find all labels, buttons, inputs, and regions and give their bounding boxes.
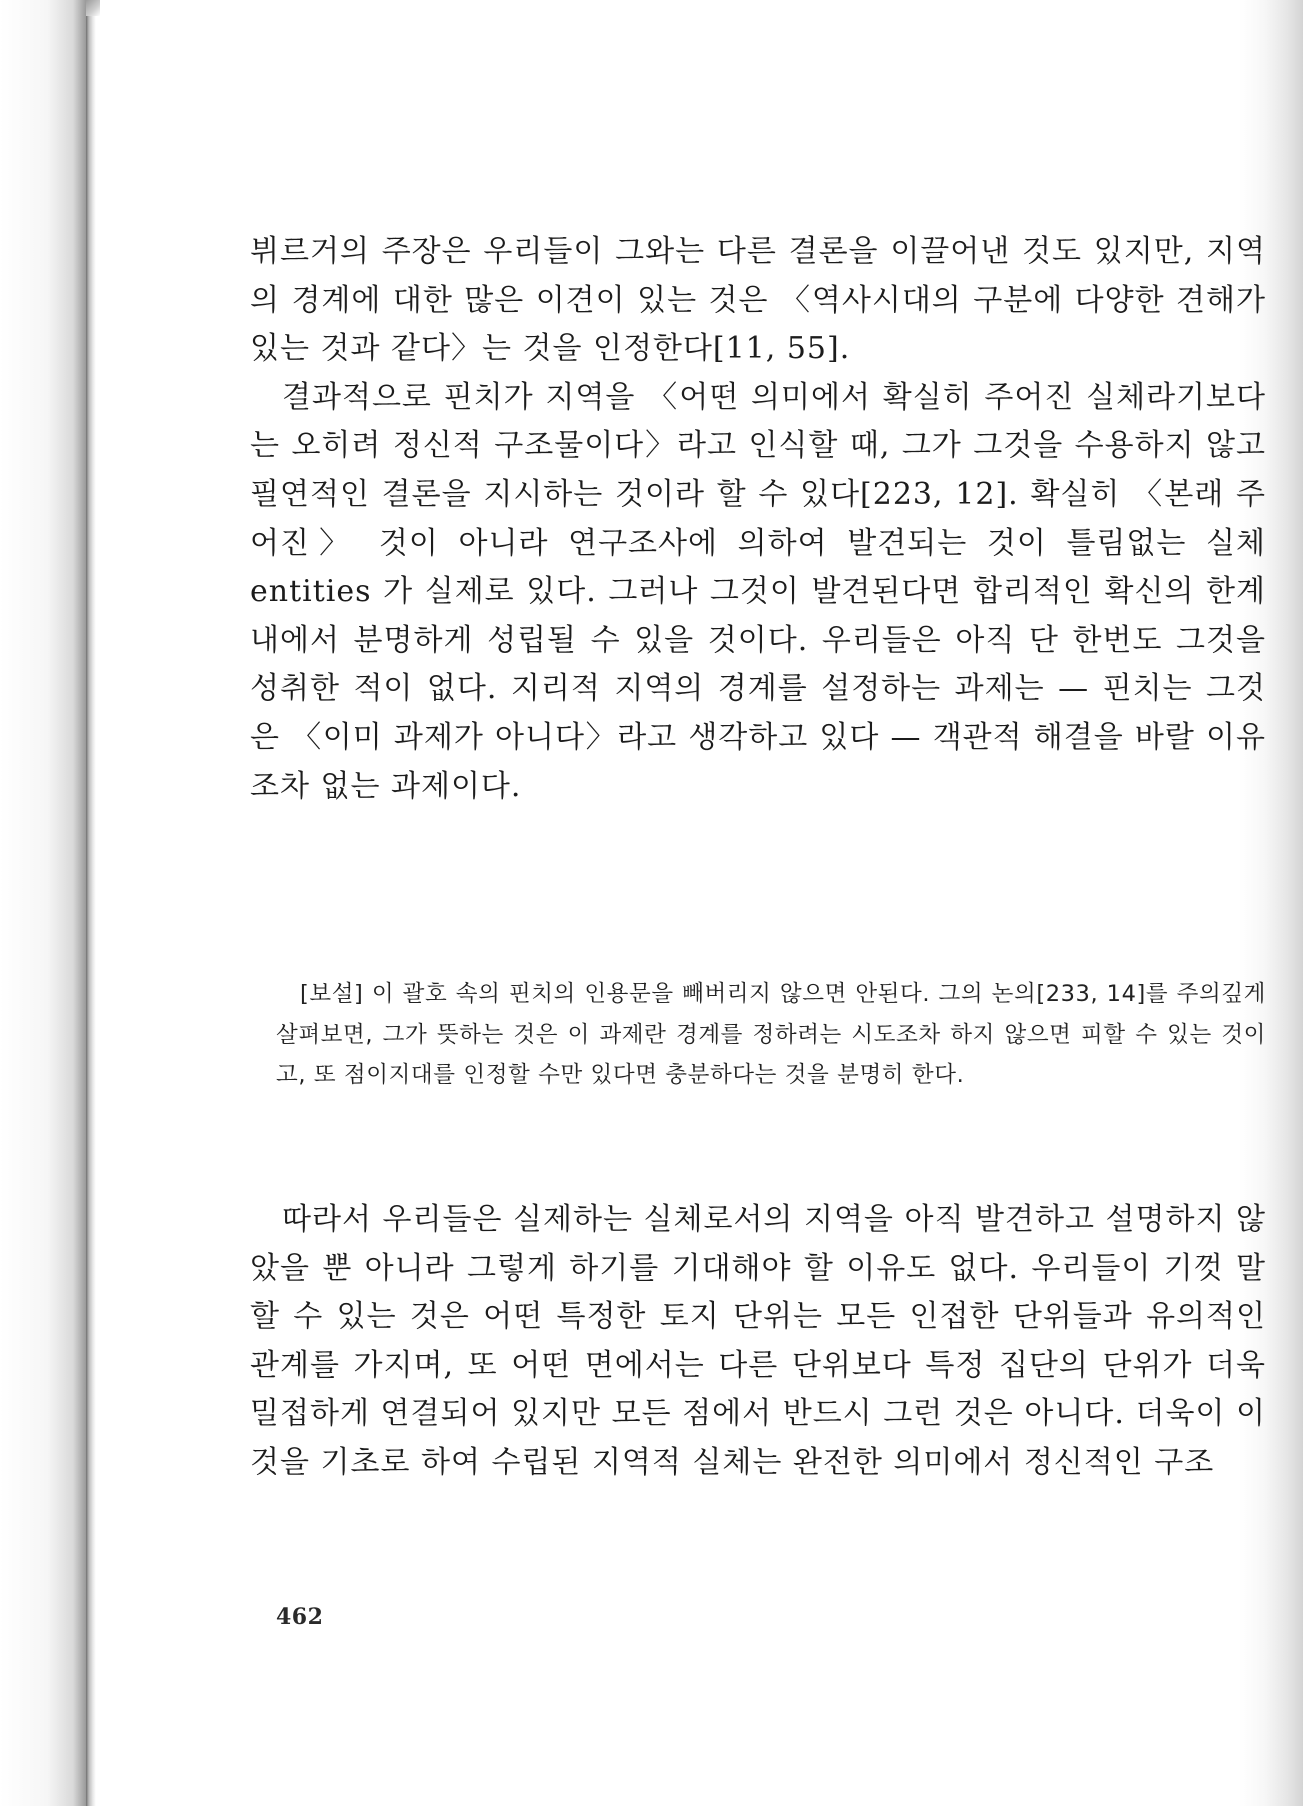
page-number: 462 [276,1604,324,1630]
paragraph-2: 결과적으로 핀치가 지역을 〈어떤 의미에서 확실히 주어진 실체라기보다는 오히려 정신적 구조물이다〉라고 인식할 때, 그가 그것을 수용하지 않고 필연적인 결론을 지시하는 것이라 할 수 있다[223, 12]. 확실히 〈본래 주어진〉 것이 아니라 연구조사에 의하여 발견되는 것이 틀림없는 실체 entities 가 실제로 있다. 그러나 그것이 발견된다면 합리적인 확신의 한계 내에서 분명하게 성립될 수 있을 것이다. 우리들은 아직 단 한번도 그것을 성취한 적이 없다. 지리적 지역의 경계를 설정하는 과제는 — 핀치는 그것은 〈이미 과제가 아니다〉라고 생각하고 있다 — 객관적 해결을 바랄 이유조차 없는 과제이다. [250,379,1266,804]
page-left-edge [86,0,96,1806]
book-spine-shadow [0,0,86,1806]
note-text: [보설] 이 괄호 속의 핀치의 인용문을 빼버리지 않으면 안된다. 그의 논의[233, 14]를 주의깊게 살펴보면, 그가 뜻하는 것은 이 과제란 경계를 정하려는 시도조차 하지 않으면 피할 수 있는 것이고, 또 점이지대를 인정할 수만 있다면 충분하다는 것을 분명히 한다. [276,981,1266,1088]
main-text-block [250,228,1266,811]
supplementary-note [276,974,1266,1096]
paragraph-3: 따라서 우리들은 실제하는 실체로서의 지역을 아직 발견하고 설명하지 않았을 뿐 아니라 그렇게 하기를 기대해야 할 이유도 없다. 우리들이 기껏 말할 수 있는 것은 어떤 특정한 토지 단위는 모든 인접한 단위들과 유의적인 관계를 가지며, 또 어떤 면에서는 다른 단위보다 특정 집단의 단위가 더욱 밀접하게 연결되어 있지만 모든 점에서 반드시 그런 것은 아니다. 더욱이 이것을 기초로 하여 수립된 지역적 실체는 완전한 의미에서 정신적인 구조 [250,1202,1266,1480]
main-text-block-2 [250,1196,1266,1488]
paragraph-1: 뷔르거의 주장은 우리들이 그와는 다른 결론을 이끌어낸 것도 있지만, 지역의 경계에 대한 많은 이견이 있는 것은 〈역사시대의 구분에 다양한 견해가 있는 것과 같다〉는 것을 인정한다[11, 55]. [250,234,1266,367]
page-sheet [96,0,1266,1806]
